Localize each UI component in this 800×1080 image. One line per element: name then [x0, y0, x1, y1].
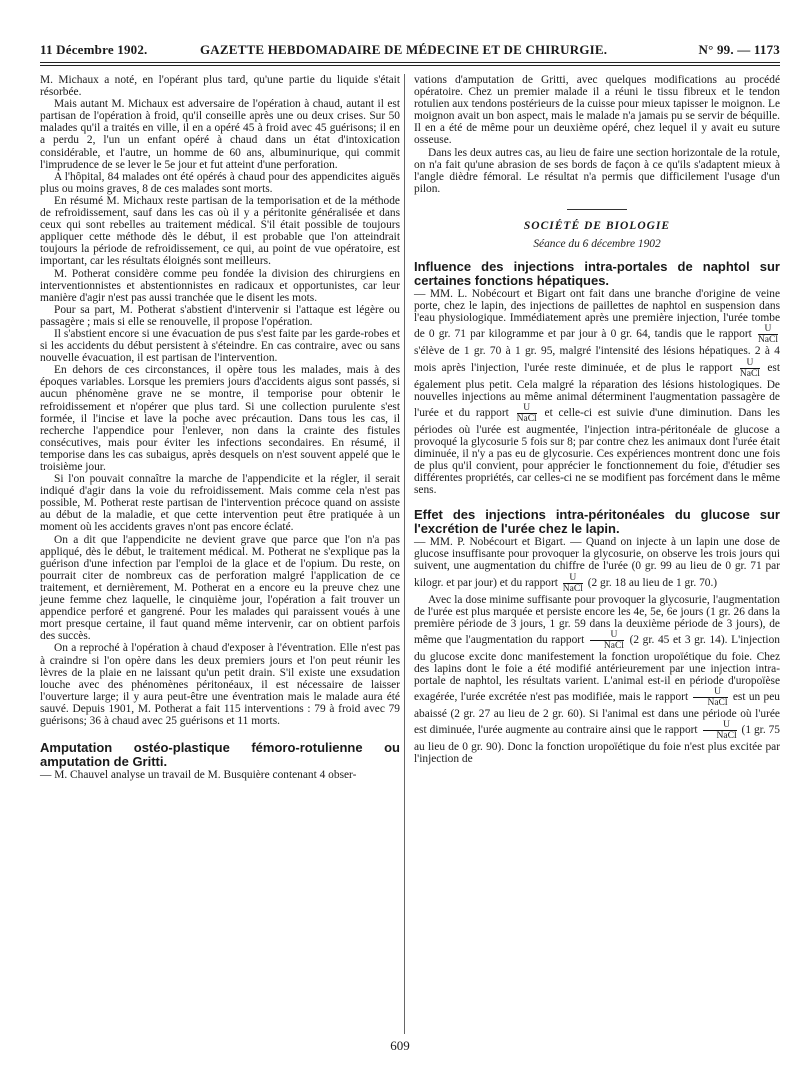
- section-rule: [567, 209, 627, 210]
- article-heading-naphtol: Influence des injections intra-portales de naphtol sur certaines fonctions hépatiques.: [414, 259, 780, 289]
- paragraph: — M. Chauvel analyse un travail de M. Busquière contenant 4 obser-: [40, 769, 357, 782]
- header-rule: [40, 62, 780, 63]
- paragraph: — MM. L. Nobécourt et Bigart ont fait dans une branche d'origine de veine porte, chez le lapin, des injections de paillettes de naphtol en suspension dans l'eau physiologique. Immédiatement après une première injection, l'urée tombe de 0 gr. 71 par kilogramme et par jour à 0 gr. 64, tandis que le rapport $\frac{U}{\text{NaCl}}$ s'élève de 1 gr. 70 à 1 gr. 95, malgré l'intensité des lésions hépatiques. 2 à 4 mois après l'injection, l'urée reste diminuée, et de plus le rapport $\frac{U}{\text{NaCl}}$ est également plus petit. Cela malgré la réparation des lésions histologiques. De nouvelles injections au même animal déterminent l'augmentation passagère de l'urée et du rapport $\frac{U}{\text{NaCl}}$ et celle-ci est suivie d'une diminution. Dans les périodes où l'urée est augmentée, l'injection intra-péritonéale de glucose a provoqué la glycosurie 5 fois sur 8; par contre chez les animaux dont l'urée était diminuée, il n'y a pas eu de glycosurie. Ces expériences montrent donc une fois de plus qu'il convient, pour apprécier le fonctionnement du foie, d'étudier ses différentes propriétés, car celles-ci ne se modifient pas forcément dans le même sens.: [414, 288, 780, 497]
- header-rule-thin: [40, 65, 780, 66]
- header-date: 11 Décembre 1902.: [40, 42, 148, 57]
- paragraph: Pour sa part, M. Potherat s'abstient d'intervenir si l'attaque est légère ou passagère ; mais si elle se renouvelle, il propose l'opération.: [40, 303, 400, 328]
- paragraph: Mais autant M. Michaux est adversaire de l'opération à chaud, autant il est partisan de l'opération à froid, qu'il conseille après une ou deux crises. Sur 50 malades qu'il a traités en ville, il en a opéré 45 à froid avec 45 guérisons; il en a perdu 2, l'un un enfant opéré à chaud dans un état d'intoxication considérable, et l'autre, un homme de 60 ans, albuminurique, qui commit l'imprudence de se lever le 5e jour et fut atteint d'une perforation.: [40, 98, 400, 171]
- paragraph: On a reproché à l'opération à chaud d'exposer à l'éventration. Elle n'est pas à craindre si l'on opère dans les deux premiers jours et l'on peut réunir les lèvres de la plaie en ne laissant qu'un petit drain. S'il existe une exsudation louche avec des phénomènes péritonéaux, il est nécessaire de laisser l'ouverture large; il y aura peut-être une éventration mais le malade aura été sauvé. Depuis 1901, M. Potherat a fait 115 interventions : 79 à froid avec 79 guérisons; 36 à chaud avec 25 guérisons et 11 morts.: [40, 642, 400, 727]
- paragraph: On a dit que l'appendicite ne devient grave que parce que l'on n'a pas appliqué, dès le début, le traitement médical. M. Potherat ne s'explique pas la guérison d'une infection par l'emploi de la glace et de l'opium. Du reste, on pourrait citer de nombreux cas de perforation malgré l'application de ce traitement, et dernièrement, M. Potherat en a encore eu la preuve chez une jeune femme chez laquelle, le cinquième jour, l'opération a fait trouver un appendice perforé et gangrené. Pour les malades qui paraissent voués à une mort presque certaine, il faut quand même intervenir, car on obtient parfois des succès.: [40, 533, 400, 643]
- fraction-u-nacl: $\frac{U}{\text{NaCl}}$: [693, 687, 727, 708]
- article-heading-gritti: Amputation ostéo-plastique fémoro-rotulienne ou amputation de Gritti.: [40, 740, 400, 770]
- fraction-u-nacl: $\frac{U}{\text{NaCl}}$: [562, 572, 583, 594]
- paragraph: M. Michaux a noté, en l'opérant plus tard, qu'une partie du liquide s'était résorbée.: [40, 74, 400, 99]
- paragraph: vations d'amputation de Gritti, avec quelques modifications au procédé opératoire. Chez un premier malade il a réuni le tissu fibreux et le tendon rotulien aux tendons postérieurs de la cuisse pour mieux tapisser le moignon. Le moignon avait un bon aspect, mais le malade n'a jamais pu se servir de béquille. Il en a été de même pour un deuxième opéré, chez lequel il y avait eu suture osseuse.: [414, 74, 780, 147]
- header-title: GAZETTE HEBDOMADAIRE DE MÉDECINE ET DE CHIRURGIE.: [200, 42, 608, 57]
- running-header: [40, 42, 780, 60]
- fraction-u-nacl: $\frac{U}{\text{NaCl}}$: [703, 720, 737, 741]
- left-column: [40, 74, 400, 781]
- paragraph: A l'hôpital, 84 malades ont été opérés à chaud pour des appendicites aiguës plus ou moins graves, 8 de ces malades sont morts.: [40, 170, 400, 195]
- paragraph: — MM. P. Nobécourt et Bigart. — Quand on injecte à un lapin une dose de glucose insuffisante pour provoquer la glycosurie, on observe les trois jours qui suivent, une augmentation du chiffre de l'urée (0 gr. 99 au lieu de 0 gr. 71 par kilogr. et par jour) et du rapport $\frac{U}{\text{NaCl}}$ (2 gr. 18 au lieu de 1 gr. 70.): [414, 536, 780, 594]
- paragraph: Dans les deux autres cas, au lieu de faire une section horizontale de la rotule, on n'a fait qu'une abrasion de ses bords de façon à ce qu'ils s'adaptent mieux à l'angle dièdre fémoral. Le résultat n'a permis que difficilement l'usage d'un pilon.: [414, 146, 780, 195]
- paragraph: En résumé M. Michaux reste partisan de la temporisation et de la méthode de refroidissement, sauf dans les cas où il y a péritonite généralisée et dans ceux qui sont rebelles au traitement médical. S'il était possible de toujours appliquer cette méthode dès le début, il est probable que l'on atteindrait toujours la période de refroidissement, ce qui, au point de vue opératoire, est important, car les résultats éloignés sont meilleurs.: [40, 194, 400, 268]
- fraction-u-nacl: $\frac{U}{\text{NaCl}}$: [590, 630, 624, 651]
- paragraph: Avec la dose minime suffisante pour provoquer la glycosurie, l'augmentation de l'urée est plus marquée et persiste encore les 4e, 5e, 6e jours (1 gr. 26 dans la première période de 3 jours, 1 gr. 59 dans la deuxième période de 3 jours), de même que l'augmentation du rapport $\frac{U}{\text{NaCl}}$ (2 gr. 45 et 3 gr. 14). L'injection du glucose excite donc manifestement la fonction uropoïétique du foie. Chez des lapins dont le foie a été modifié antérieurement par une injection intra-portale de naphtol, les résultats varient. L'animal est-il en période d'uropoïèse exagérée, l'urée excrétée n'est pas modifiée, mais le rapport $\frac{U}{\text{NaCl}}$ est un peu abaissé (2 gr. 27 au lieu de 2 gr. 60). Si l'animal est dans une période où l'urée est diminuée, l'urée augmente au contraire ainsi que le rapport $\frac{U}{\text{NaCl}}$ (1 gr. 75 au lieu de 0 gr. 90). Donc la fonction uropoïétique du foie n'est plus excitée par l'injection de: [414, 593, 781, 766]
- page-number: 609: [390, 1038, 410, 1053]
- paragraph: En dehors de ces circonstances, il opère tous les malades, mais à des époques variables. Lorsque les premiers jours d'accidents aigus sont passés, si aucun phénomène grave ne se montre, il temporise pour obtenir le refroidissement et n'opérer que plus tard. Si une collection purulente s'est formée, il l'incise et lave la poche avec précaution. Dans tous les cas, il recherche l'appendice pour l'enlever, non dans la crainte des fistules consécutives, mais pour éviter les infections secondaires. En résumé, il temporise dans les cas subaigus, après desquels on n'est souvent appelé que le troisième jour.: [40, 364, 400, 473]
- society-title: SOCIÉTÉ DE BIOLOGIE: [523, 219, 671, 232]
- fraction-u-nacl: $\frac{U}{\text{NaCl}}$: [739, 357, 760, 379]
- header-issue: N° 99. — 1173: [698, 42, 780, 57]
- column-divider: [404, 74, 405, 1034]
- seance-date: Séance du 6 décembre 1902: [533, 238, 661, 251]
- paragraph: Il s'abstient encore si une évacuation de pus s'est faite par les garde-robes et si les accidents du début persistent à s'éteindre. En cas contraire, avec ou sans nouvelle évacuation, il est partisan de l'intervention.: [40, 327, 400, 365]
- paragraph: M. Potherat considère comme peu fondée la division des chirurgiens en interventionnistes et abstentionnistes en radicaux et opportunistes, car leur manière d'agir n'est pas aussi tranchée que le disent les mots.: [40, 267, 400, 304]
- paragraph: Si l'on pouvait connaître la marche de l'appendicite et la régler, il serait indiqué d'agir dans la voie du refroidissement. Mais comme cela n'est pas possible, M. Potherat reste partisan de l'intervention précoce quand on assiste au début de la maladie, et que cette intervention peut être pratiquée à un moment où les accidents graves n'ont pas encore éclaté.: [40, 473, 400, 534]
- right-column: [414, 74, 780, 765]
- fraction-u-nacl: $\frac{U}{\text{NaCl}}$: [757, 324, 778, 346]
- article-heading-glucose: Effet des injections intra-péritonéales du glucose sur l'excrétion de l'urée chez le lapin.: [414, 507, 780, 537]
- fraction-u-nacl: $\frac{U}{\text{NaCl}}$: [516, 402, 537, 424]
